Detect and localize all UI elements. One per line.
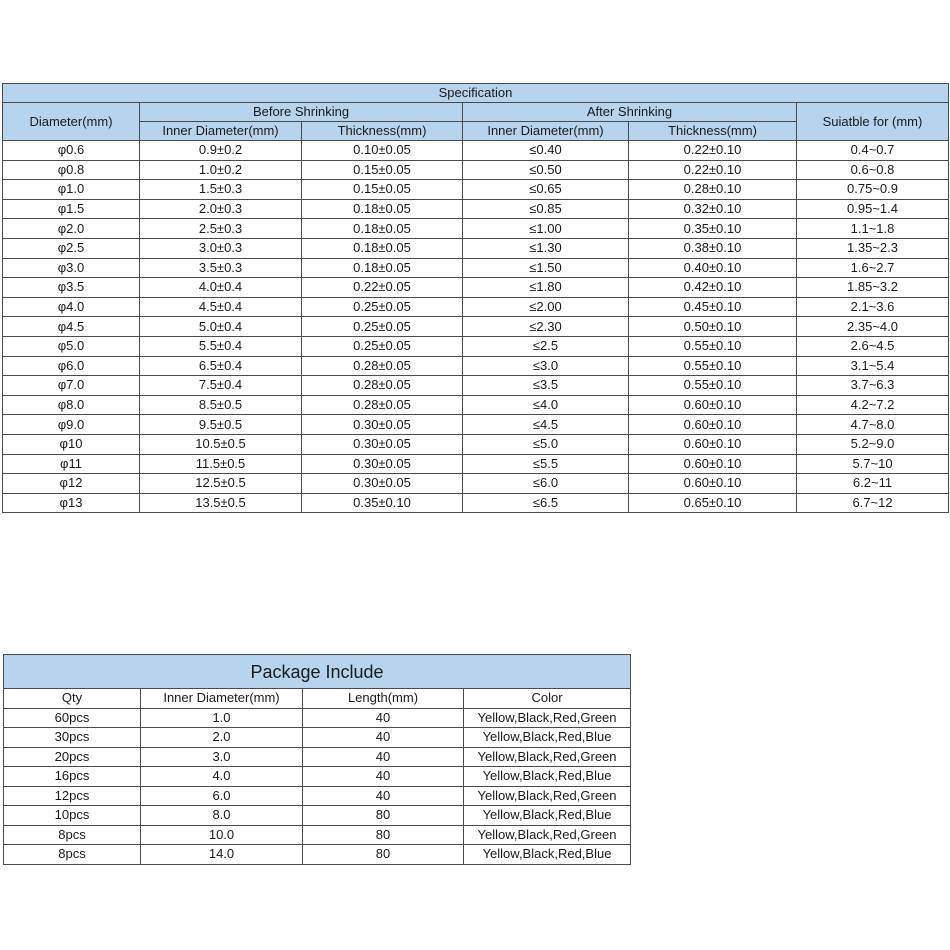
- table-row: [3, 356, 949, 376]
- cell-inner-diameter: 14.0: [141, 845, 303, 865]
- header-suitable-for: Suiatble for (mm): [797, 103, 949, 141]
- cell-before-inner-diameter: 11.5±0.5: [140, 454, 302, 474]
- table-row: [3, 199, 949, 219]
- cell-qty: 12pcs: [4, 786, 141, 806]
- cell-after-inner-diameter: ≤0.85: [463, 199, 629, 219]
- table-row: [3, 474, 949, 494]
- cell-diameter: φ3.0: [3, 258, 140, 278]
- cell-before-thickness: 0.18±0.05: [302, 199, 463, 219]
- cell-after-thickness: 0.60±0.10: [629, 454, 797, 474]
- cell-qty: 8pcs: [4, 845, 141, 865]
- cell-diameter: φ5.0: [3, 336, 140, 356]
- cell-diameter: φ1.0: [3, 180, 140, 200]
- table-row: [4, 767, 631, 787]
- cell-after-thickness: 0.50±0.10: [629, 317, 797, 337]
- cell-length: 40: [303, 728, 464, 748]
- cell-before-thickness: 0.10±0.05: [302, 141, 463, 161]
- cell-before-thickness: 0.28±0.05: [302, 376, 463, 396]
- table-row: [3, 180, 949, 200]
- cell-before-inner-diameter: 6.5±0.4: [140, 356, 302, 376]
- cell-suitable-for: 4.2~7.2: [797, 395, 949, 415]
- cell-inner-diameter: 6.0: [141, 786, 303, 806]
- cell-diameter: φ11: [3, 454, 140, 474]
- cell-suitable-for: 1.6~2.7: [797, 258, 949, 278]
- cell-suitable-for: 3.1~5.4: [797, 356, 949, 376]
- cell-suitable-for: 0.75~0.9: [797, 180, 949, 200]
- cell-after-inner-diameter: ≤3.0: [463, 356, 629, 376]
- package-header-qty: Qty: [4, 689, 141, 709]
- cell-before-thickness: 0.30±0.05: [302, 434, 463, 454]
- cell-after-thickness: 0.42±0.10: [629, 278, 797, 298]
- table-row: [3, 395, 949, 415]
- cell-before-inner-diameter: 3.5±0.3: [140, 258, 302, 278]
- table-row: [4, 786, 631, 806]
- cell-suitable-for: 6.2~11: [797, 474, 949, 494]
- table-row: [3, 278, 949, 298]
- cell-after-inner-diameter: ≤4.0: [463, 395, 629, 415]
- cell-before-thickness: 0.25±0.05: [302, 297, 463, 317]
- table-row: [3, 219, 949, 239]
- cell-inner-diameter: 3.0: [141, 747, 303, 767]
- table-row: [3, 238, 949, 258]
- cell-color: Yellow,Black,Red,Green: [464, 747, 631, 767]
- cell-after-inner-diameter: ≤1.80: [463, 278, 629, 298]
- cell-before-inner-diameter: 2.0±0.3: [140, 199, 302, 219]
- cell-before-thickness: 0.30±0.05: [302, 474, 463, 494]
- cell-before-inner-diameter: 9.5±0.5: [140, 415, 302, 435]
- cell-before-inner-diameter: 2.5±0.3: [140, 219, 302, 239]
- package-header-inner-diameter: Inner Diameter(mm): [141, 689, 303, 709]
- cell-after-inner-diameter: ≤3.5: [463, 376, 629, 396]
- cell-suitable-for: 3.7~6.3: [797, 376, 949, 396]
- cell-after-inner-diameter: ≤4.5: [463, 415, 629, 435]
- cell-after-thickness: 0.60±0.10: [629, 395, 797, 415]
- cell-length: 40: [303, 708, 464, 728]
- cell-after-thickness: 0.65±0.10: [629, 493, 797, 513]
- table-row: [3, 258, 949, 278]
- table-row: [4, 825, 631, 845]
- cell-suitable-for: 6.7~12: [797, 493, 949, 513]
- cell-diameter: φ4.0: [3, 297, 140, 317]
- cell-suitable-for: 5.7~10: [797, 454, 949, 474]
- cell-after-thickness: 0.60±0.10: [629, 434, 797, 454]
- cell-qty: 60pcs: [4, 708, 141, 728]
- cell-after-thickness: 0.40±0.10: [629, 258, 797, 278]
- cell-after-thickness: 0.32±0.10: [629, 199, 797, 219]
- table-row: [3, 336, 949, 356]
- table-row: [3, 297, 949, 317]
- cell-diameter: φ4.5: [3, 317, 140, 337]
- cell-after-thickness: 0.55±0.10: [629, 356, 797, 376]
- cell-diameter: φ2.5: [3, 238, 140, 258]
- cell-length: 40: [303, 786, 464, 806]
- cell-diameter: φ0.6: [3, 141, 140, 161]
- cell-qty: 20pcs: [4, 747, 141, 767]
- cell-before-thickness: 0.22±0.05: [302, 278, 463, 298]
- cell-after-thickness: 0.45±0.10: [629, 297, 797, 317]
- package-body: [4, 708, 631, 864]
- cell-length: 80: [303, 845, 464, 865]
- cell-suitable-for: 2.35~4.0: [797, 317, 949, 337]
- cell-after-thickness: 0.55±0.10: [629, 376, 797, 396]
- package-include-table: [3, 654, 631, 865]
- table-row: [4, 845, 631, 865]
- cell-qty: 16pcs: [4, 767, 141, 787]
- cell-before-thickness: 0.18±0.05: [302, 219, 463, 239]
- cell-after-inner-diameter: ≤5.0: [463, 434, 629, 454]
- cell-after-thickness: 0.38±0.10: [629, 238, 797, 258]
- cell-before-thickness: 0.30±0.05: [302, 415, 463, 435]
- cell-before-inner-diameter: 12.5±0.5: [140, 474, 302, 494]
- cell-before-inner-diameter: 3.0±0.3: [140, 238, 302, 258]
- cell-before-thickness: 0.18±0.05: [302, 238, 463, 258]
- cell-after-inner-diameter: ≤6.5: [463, 493, 629, 513]
- cell-color: Yellow,Black,Red,Blue: [464, 728, 631, 748]
- header-after-inner-diameter: Inner Diameter(mm): [463, 122, 629, 141]
- cell-length: 40: [303, 767, 464, 787]
- cell-before-inner-diameter: 5.0±0.4: [140, 317, 302, 337]
- cell-after-inner-diameter: ≤2.5: [463, 336, 629, 356]
- cell-before-inner-diameter: 13.5±0.5: [140, 493, 302, 513]
- cell-before-inner-diameter: 4.5±0.4: [140, 297, 302, 317]
- cell-after-thickness: 0.35±0.10: [629, 219, 797, 239]
- cell-suitable-for: 5.2~9.0: [797, 434, 949, 454]
- cell-after-thickness: 0.22±0.10: [629, 141, 797, 161]
- header-before-shrinking: Before Shrinking: [140, 103, 463, 122]
- cell-before-thickness: 0.25±0.05: [302, 317, 463, 337]
- spec-title: Specification: [3, 84, 949, 103]
- table-row: [3, 415, 949, 435]
- cell-diameter: φ12: [3, 474, 140, 494]
- cell-qty: 8pcs: [4, 825, 141, 845]
- cell-suitable-for: 0.6~0.8: [797, 160, 949, 180]
- cell-before-inner-diameter: 7.5±0.4: [140, 376, 302, 396]
- table-row: [3, 376, 949, 396]
- cell-inner-diameter: 8.0: [141, 806, 303, 826]
- cell-before-thickness: 0.15±0.05: [302, 160, 463, 180]
- cell-diameter: φ7.0: [3, 376, 140, 396]
- cell-after-inner-diameter: ≤2.30: [463, 317, 629, 337]
- cell-before-inner-diameter: 1.5±0.3: [140, 180, 302, 200]
- cell-after-inner-diameter: ≤0.50: [463, 160, 629, 180]
- table-row: [4, 728, 631, 748]
- table-row: [4, 708, 631, 728]
- table-row: [3, 454, 949, 474]
- cell-color: Yellow,Black,Red,Blue: [464, 845, 631, 865]
- cell-diameter: φ8.0: [3, 395, 140, 415]
- cell-after-inner-diameter: ≤1.50: [463, 258, 629, 278]
- cell-before-thickness: 0.30±0.05: [302, 454, 463, 474]
- cell-inner-diameter: 1.0: [141, 708, 303, 728]
- cell-after-inner-diameter: ≤2.00: [463, 297, 629, 317]
- cell-before-inner-diameter: 5.5±0.4: [140, 336, 302, 356]
- package-title: Package Include: [4, 655, 631, 689]
- cell-diameter: φ3.5: [3, 278, 140, 298]
- table-row: [3, 434, 949, 454]
- table-row: [4, 806, 631, 826]
- header-before-thickness: Thickness(mm): [302, 122, 463, 141]
- cell-after-inner-diameter: ≤6.0: [463, 474, 629, 494]
- cell-suitable-for: 4.7~8.0: [797, 415, 949, 435]
- cell-diameter: φ6.0: [3, 356, 140, 376]
- cell-suitable-for: 0.4~0.7: [797, 141, 949, 161]
- cell-after-inner-diameter: ≤0.65: [463, 180, 629, 200]
- cell-suitable-for: 1.35~2.3: [797, 238, 949, 258]
- cell-before-thickness: 0.28±0.05: [302, 395, 463, 415]
- cell-before-inner-diameter: 10.5±0.5: [140, 434, 302, 454]
- cell-suitable-for: 2.1~3.6: [797, 297, 949, 317]
- cell-after-thickness: 0.60±0.10: [629, 474, 797, 494]
- cell-before-inner-diameter: 8.5±0.5: [140, 395, 302, 415]
- cell-qty: 10pcs: [4, 806, 141, 826]
- table-row: [3, 317, 949, 337]
- cell-suitable-for: 1.85~3.2: [797, 278, 949, 298]
- cell-diameter: φ9.0: [3, 415, 140, 435]
- cell-before-inner-diameter: 4.0±0.4: [140, 278, 302, 298]
- cell-before-inner-diameter: 0.9±0.2: [140, 141, 302, 161]
- table-row: [3, 493, 949, 513]
- cell-before-thickness: 0.35±0.10: [302, 493, 463, 513]
- header-after-shrinking: After Shrinking: [463, 103, 797, 122]
- cell-after-thickness: 0.55±0.10: [629, 336, 797, 356]
- cell-color: Yellow,Black,Red,Blue: [464, 806, 631, 826]
- cell-suitable-for: 1.1~1.8: [797, 219, 949, 239]
- cell-color: Yellow,Black,Red,Green: [464, 825, 631, 845]
- cell-length: 80: [303, 825, 464, 845]
- cell-before-thickness: 0.15±0.05: [302, 180, 463, 200]
- cell-before-thickness: 0.28±0.05: [302, 356, 463, 376]
- table-row: [3, 141, 949, 161]
- cell-before-inner-diameter: 1.0±0.2: [140, 160, 302, 180]
- cell-inner-diameter: 4.0: [141, 767, 303, 787]
- table-row: [3, 160, 949, 180]
- cell-before-thickness: 0.25±0.05: [302, 336, 463, 356]
- cell-diameter: φ2.0: [3, 219, 140, 239]
- cell-color: Yellow,Black,Red,Green: [464, 786, 631, 806]
- cell-diameter: φ0.8: [3, 160, 140, 180]
- package-header-length: Length(mm): [303, 689, 464, 709]
- cell-length: 40: [303, 747, 464, 767]
- cell-suitable-for: 2.6~4.5: [797, 336, 949, 356]
- cell-after-thickness: 0.28±0.10: [629, 180, 797, 200]
- cell-length: 80: [303, 806, 464, 826]
- cell-inner-diameter: 10.0: [141, 825, 303, 845]
- cell-diameter: φ1.5: [3, 199, 140, 219]
- cell-after-inner-diameter: ≤1.00: [463, 219, 629, 239]
- cell-suitable-for: 0.95~1.4: [797, 199, 949, 219]
- cell-before-thickness: 0.18±0.05: [302, 258, 463, 278]
- package-header-color: Color: [464, 689, 631, 709]
- cell-qty: 30pcs: [4, 728, 141, 748]
- cell-inner-diameter: 2.0: [141, 728, 303, 748]
- cell-color: Yellow,Black,Red,Blue: [464, 767, 631, 787]
- spec-body: [3, 141, 949, 513]
- header-before-inner-diameter: Inner Diameter(mm): [140, 122, 302, 141]
- cell-after-thickness: 0.60±0.10: [629, 415, 797, 435]
- cell-after-inner-diameter: ≤0.40: [463, 141, 629, 161]
- cell-diameter: φ10: [3, 434, 140, 454]
- cell-color: Yellow,Black,Red,Green: [464, 708, 631, 728]
- cell-after-inner-diameter: ≤1.30: [463, 238, 629, 258]
- header-after-thickness: Thickness(mm): [629, 122, 797, 141]
- cell-after-thickness: 0.22±0.10: [629, 160, 797, 180]
- cell-after-inner-diameter: ≤5.5: [463, 454, 629, 474]
- table-row: [4, 747, 631, 767]
- cell-diameter: φ13: [3, 493, 140, 513]
- header-diameter: Diameter(mm): [3, 103, 140, 141]
- specification-table: [2, 83, 949, 513]
